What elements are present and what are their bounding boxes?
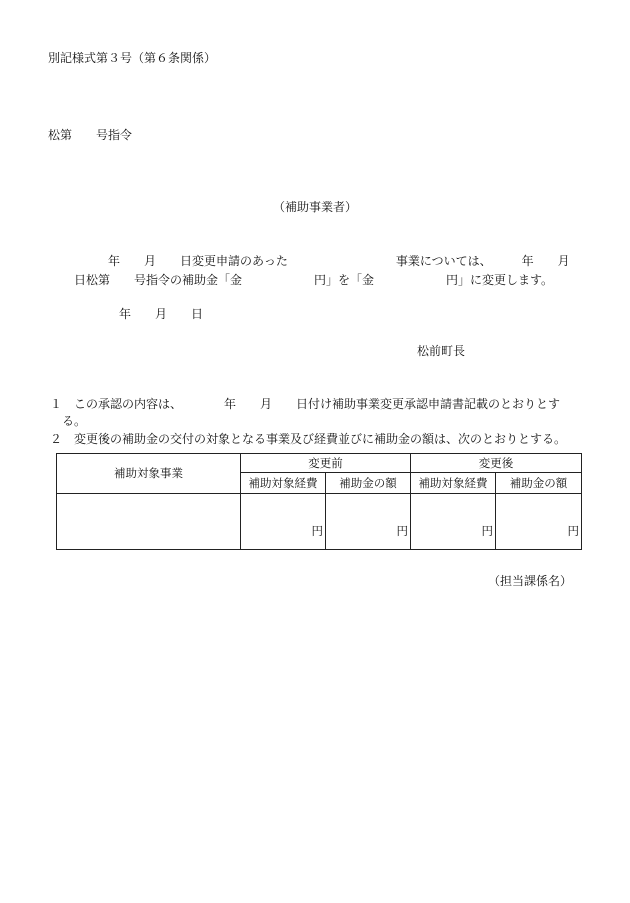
after-amount-cell: 円 [496,494,582,550]
table-row [57,494,582,550]
project-cell [57,494,241,550]
header-before-cost: 補助対象経費 [241,473,326,494]
before-cost-cell: 円 [241,494,326,550]
header-after-cost: 補助対象経費 [411,473,496,494]
date-line: 年 月 日 [119,307,204,321]
note-item-2: ２ 変更後の補助金の交付の対象となる事業及び経費並びに補助金の額は、次のとおりとする。 [50,432,567,446]
subsidy-table [56,453,582,550]
header-after: 変更後 [411,454,582,473]
header-before-amount: 補助金の額 [326,473,411,494]
department-label: （担当課係名） [488,574,573,588]
note-item-1: １ この承認の内容は、 年 月 日付け補助事業変更承認申請書記載のとおりとす [50,397,561,411]
before-amount-cell: 円 [326,494,411,550]
order-number: 松第 号指令 [48,128,133,142]
note-item-1-continued: る。 [62,414,87,428]
recipient-label: （補助事業者） [273,200,358,214]
after-cost-cell: 円 [411,494,496,550]
body-line-2: 日松第 号指令の補助金「金 円」を「金 円」に変更します。 [74,273,554,287]
header-project: 補助対象事業 [57,454,241,494]
table-header-row [57,454,582,473]
body-line-1: 年 月 日変更申請のあった 事業については、 年 月 [108,254,570,268]
header-before: 変更前 [241,454,411,473]
issuer-name: 松前町長 [417,344,466,358]
header-after-amount: 補助金の額 [496,473,582,494]
form-label: 別記様式第３号（第６条関係） [48,51,217,65]
